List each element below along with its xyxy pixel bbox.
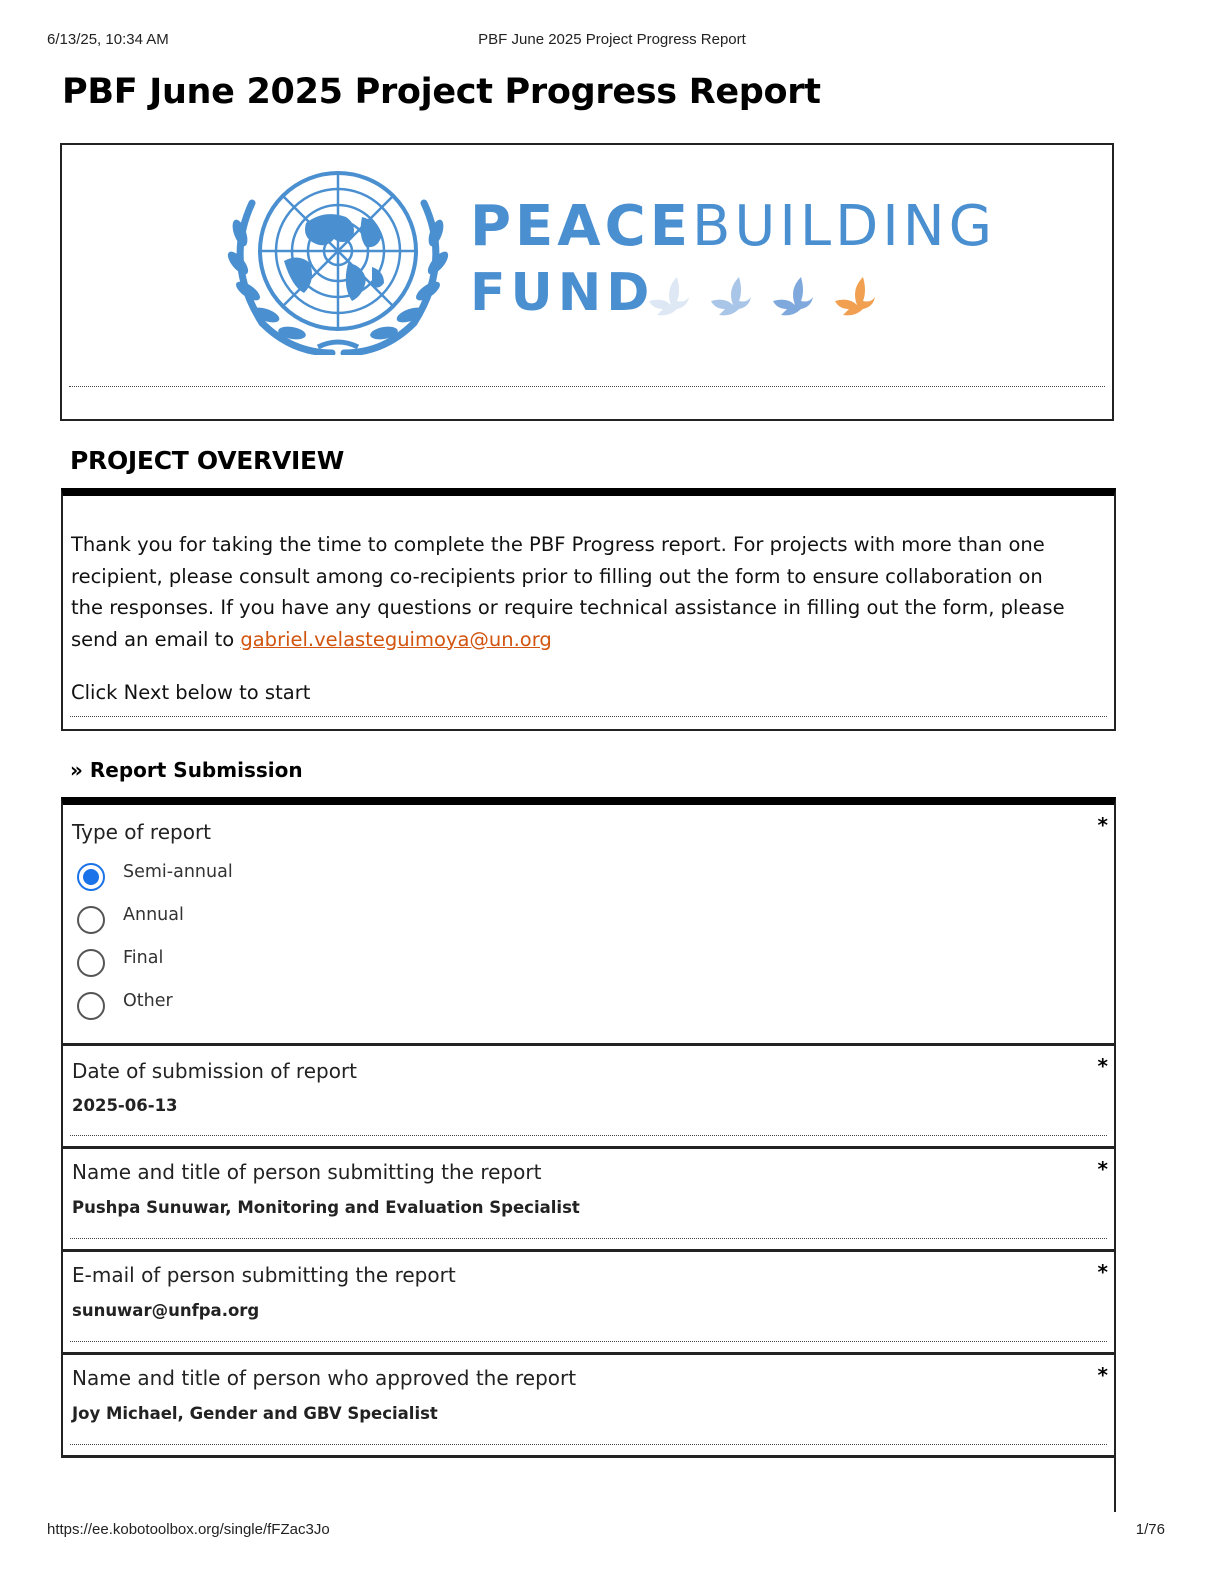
required-marker: * bbox=[1097, 1054, 1108, 1078]
page-number: 1/76 bbox=[1135, 1521, 1165, 1538]
answer-value: Joy Michael, Gender and GBV Specialist bbox=[72, 1404, 438, 1423]
logo-word-building: BUILDING bbox=[692, 194, 997, 259]
report-submission-group bbox=[61, 797, 1116, 1458]
required-marker: * bbox=[1097, 1157, 1108, 1181]
logo-word-peace: PEACE bbox=[470, 194, 692, 259]
divider bbox=[70, 1341, 1107, 1342]
radio-label: Annual bbox=[123, 905, 184, 925]
submission-date-question bbox=[63, 1046, 1114, 1149]
radio-button-selected[interactable] bbox=[77, 863, 105, 891]
answer-value: Pushpa Sunuwar, Monitoring and Evaluation Specialist bbox=[72, 1198, 580, 1217]
logo-wordmark-line1 bbox=[470, 194, 997, 259]
question-label: Name and title of person who approved the report bbox=[72, 1366, 577, 1390]
radio-label: Final bbox=[123, 948, 164, 968]
divider bbox=[70, 716, 1107, 717]
divider bbox=[70, 1444, 1107, 1445]
question-label: Type of report bbox=[72, 820, 212, 844]
type-of-report-question bbox=[63, 805, 1114, 1046]
divider bbox=[69, 386, 1105, 387]
question-label: E-mail of person submitting the report bbox=[72, 1263, 456, 1287]
submitter-name-question bbox=[63, 1149, 1114, 1252]
intro-text: Thank you for taking the time to complete the PBF Progress report. For projects with more than one recipient, please consult among co-recipients prior to filling out the form to ensure collaboration on the responses. If you have any questions or require technical assistance in filling out the form, please send an email to bbox=[71, 533, 1065, 651]
print-header bbox=[0, 31, 1224, 49]
support-email-link[interactable]: gabriel.velasteguimoya@un.org bbox=[240, 627, 552, 651]
divider bbox=[70, 1135, 1107, 1136]
click-next-text: Click Next below to start bbox=[71, 681, 311, 704]
question-label: Name and title of person submitting the report bbox=[72, 1160, 542, 1184]
section-heading: PROJECT OVERVIEW bbox=[70, 446, 345, 475]
answer-value: sunuwar@unfpa.org bbox=[72, 1301, 260, 1320]
radio-button[interactable] bbox=[77, 906, 105, 934]
logo-word-fund: FUND bbox=[470, 263, 655, 323]
print-url: https://ee.kobotoolbox.org/single/fFZac3Jo bbox=[47, 1521, 330, 1538]
print-datetime: 6/13/25, 10:34 AM bbox=[47, 31, 169, 48]
question-label: Date of submission of report bbox=[72, 1059, 358, 1083]
form-border-continuation bbox=[1114, 1449, 1116, 1512]
overview-box bbox=[61, 488, 1116, 731]
radio-button[interactable] bbox=[77, 949, 105, 977]
answer-value: 2025-06-13 bbox=[72, 1096, 178, 1115]
required-marker: * bbox=[1097, 1260, 1108, 1284]
divider bbox=[70, 1238, 1107, 1239]
submitter-email-question bbox=[63, 1252, 1114, 1355]
print-footer bbox=[0, 1521, 1224, 1539]
radio-label: Semi-annual bbox=[123, 862, 233, 882]
subsection-heading: » Report Submission bbox=[70, 758, 303, 782]
overview-intro bbox=[71, 529, 1071, 655]
dove-icon bbox=[647, 271, 907, 321]
un-emblem-icon bbox=[222, 163, 454, 355]
logo-box bbox=[60, 143, 1114, 421]
approver-name-question bbox=[63, 1355, 1114, 1458]
print-page-title: PBF June 2025 Project Progress Report bbox=[478, 31, 746, 48]
radio-label: Other bbox=[123, 991, 173, 1011]
radio-button[interactable] bbox=[77, 992, 105, 1020]
page-title: PBF June 2025 Project Progress Report bbox=[62, 72, 821, 112]
required-marker: * bbox=[1097, 1363, 1108, 1387]
required-marker: * bbox=[1097, 813, 1108, 837]
